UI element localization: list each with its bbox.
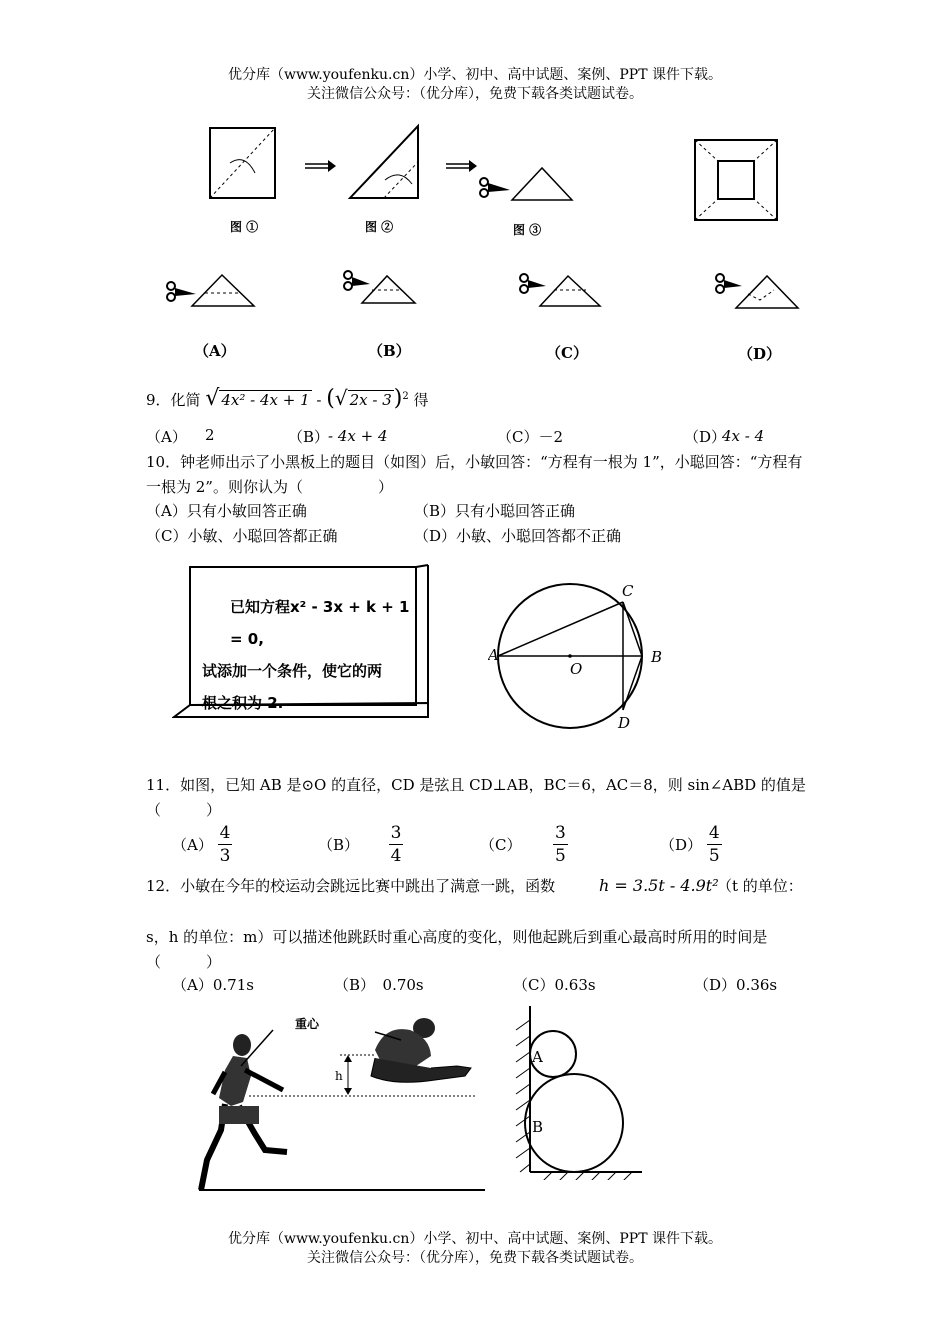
circle-figure (488, 578, 678, 738)
q10-option-a: （A）只有小敏回答正确 (146, 502, 307, 520)
q11-option-a-num: 4 (219, 823, 231, 843)
q11-option-d-den: 5 (708, 846, 720, 866)
fold-option-label-a: （A） (194, 342, 236, 360)
sqrt-sign-icon: √ (334, 386, 348, 410)
scissors-icon (344, 271, 370, 290)
q11-option-a-den: 3 (219, 846, 231, 866)
circle-label-a-small: A (532, 1048, 543, 1066)
fold-label-3: 图 ③ (513, 223, 542, 237)
board-line-2: 试添加一个条件，使它的两 (202, 662, 383, 680)
fold-option-c (520, 274, 600, 306)
arrow-icon (446, 160, 477, 172)
q12-formula: h = 3.5t - 4.9t² (599, 876, 719, 895)
cut-result (695, 140, 777, 220)
q11-option-a (172, 822, 232, 867)
question-10: 10．钟老师出示了小黑板上的题目（如图）后，小敏回答：“方程有一根为 1”，小聪回答：“方程有一根为 2”。则你认为（ ） (146, 453, 803, 496)
blackboard (172, 561, 434, 723)
circle-label-c: C (622, 582, 634, 600)
scissors-icon (716, 274, 742, 293)
q9-option-b-label: （B） (288, 428, 330, 446)
header-line-1: 优分库（www.youfenku.cn）小学、初中、高中试题、案例、PPT 课件下载。 (227, 67, 722, 83)
fold-option-b (344, 271, 415, 303)
circle-label-b: B (651, 648, 663, 666)
circle-label-d: D (618, 714, 631, 732)
header-line-2: 关注微信公众号：（优分库），免费下载各类试题试卷。 (307, 86, 643, 102)
runner-figure (201, 1030, 287, 1190)
q12-stem-a: 12．小敏在今年的校运动会跳远比赛中跳出了满意一跳，函数 (146, 877, 556, 895)
q10-option-b: （B）只有小聪回答正确 (414, 502, 576, 520)
scissors-icon (520, 274, 546, 293)
page-footer (0, 1230, 950, 1268)
board-line-3: 根之积为 2. (202, 694, 284, 712)
q9-option-d-label: （D） (684, 428, 727, 446)
circle-label-a: A (488, 646, 499, 664)
fold-option-label-b: （B） (368, 342, 411, 360)
q9-exponent: 2 (402, 391, 409, 402)
q12-option-d: （D）0.36s (694, 976, 778, 994)
q9-option-d-value: 4x - 4 (722, 427, 765, 445)
q9-tail: 得 (413, 391, 429, 409)
q12-option-c: （C）0.63s (513, 976, 596, 994)
fold-option-d (716, 274, 798, 308)
fold-option-label-d: （D） (738, 345, 782, 363)
q11-option-c (480, 822, 568, 867)
jumper-figure (371, 1018, 471, 1082)
circle-label-o: O (570, 660, 583, 678)
fold-option-a (167, 275, 254, 306)
question-9: 9．化简 √ 4x² - 4x + 1 - (√ 2x - 3)$^2$ 得 (146, 386, 429, 411)
q11-option-d-num: 4 (708, 823, 720, 843)
q11-option-b-den: 4 (390, 846, 402, 866)
fold-step-2 (350, 126, 418, 198)
center-of-gravity-label: 重心 (295, 1017, 320, 1031)
scissors-icon (480, 178, 510, 197)
q9-sqrt-2: 2x - 3 (349, 391, 392, 409)
fold-label-1: 图 ① (230, 220, 259, 234)
scissors-icon (167, 282, 196, 301)
q10-option-d: （D）小敏、小聪回答都不正确 (414, 527, 622, 545)
fold-option-label-c: （C） (546, 344, 588, 362)
sqrt-sign-icon: √ (205, 386, 220, 411)
q12-stem-c: s，h 的单位：m）可以描述他跳跃时重心高度的变化，则他起跳后到重心最高时所用的时间是（ ） (146, 928, 768, 971)
q12-stem-b: （t 的单位： (717, 877, 803, 895)
q11-option-d (660, 822, 722, 867)
q9-option-c: （C）－2 (497, 428, 564, 446)
fold-step-3 (480, 168, 572, 200)
q11-option-d-label: （D） (660, 836, 703, 854)
arrow-icon (305, 160, 336, 172)
fold-step-1 (210, 128, 275, 198)
q9-option-b-value: - 4x + 4 (328, 427, 388, 445)
q10-option-c: （C）小敏、小聪回答都正确 (146, 527, 338, 545)
fold-label-2: 图 ② (365, 220, 394, 234)
q11-option-c-den: 5 (555, 846, 566, 866)
page-header (0, 66, 950, 104)
q9-stem: 9．化简 (146, 391, 201, 409)
q11-option-c-label: （C） (480, 836, 522, 854)
q9-option-a-label: （A） (146, 428, 187, 446)
q9-sqrt-1: 4x² - 4x + 1 (221, 391, 310, 409)
footer-line-1: 优分库（www.youfenku.cn）小学、初中、高中试题、案例、PPT 课件下载。 (227, 1231, 722, 1247)
height-label: h (335, 1069, 343, 1083)
long-jump-figure (195, 1010, 495, 1195)
q11-option-b-num: 3 (390, 823, 402, 843)
q12-option-a: （A）0.71s (172, 976, 254, 994)
circle-label-b-large: B (532, 1118, 544, 1136)
q12-option-b: （B） 0.70s (334, 976, 424, 994)
q11-option-c-num: 3 (555, 823, 566, 843)
q11-option-b (318, 822, 403, 867)
q9-option-a-value: 2 (205, 426, 215, 444)
board-line-1: 已知方程x² - 3x + k + 1 = 0, (230, 598, 410, 648)
tangent-circles-figure (512, 1000, 652, 1180)
footer-line-2: 关注微信公众号：（优分库），免费下载各类试题试卷。 (307, 1250, 643, 1266)
q9-minus: - (316, 391, 322, 409)
question-11: 11．如图，已知 AB 是⊙O 的直径，CD 是弦且 CD⊥AB，BC＝6，AC＝8，则 sin∠ABD 的值是（ ） (146, 776, 806, 819)
fold-figure (150, 118, 810, 368)
q11-option-b-label: （B） (318, 836, 360, 854)
q11-option-a-label: （A） (172, 836, 213, 854)
